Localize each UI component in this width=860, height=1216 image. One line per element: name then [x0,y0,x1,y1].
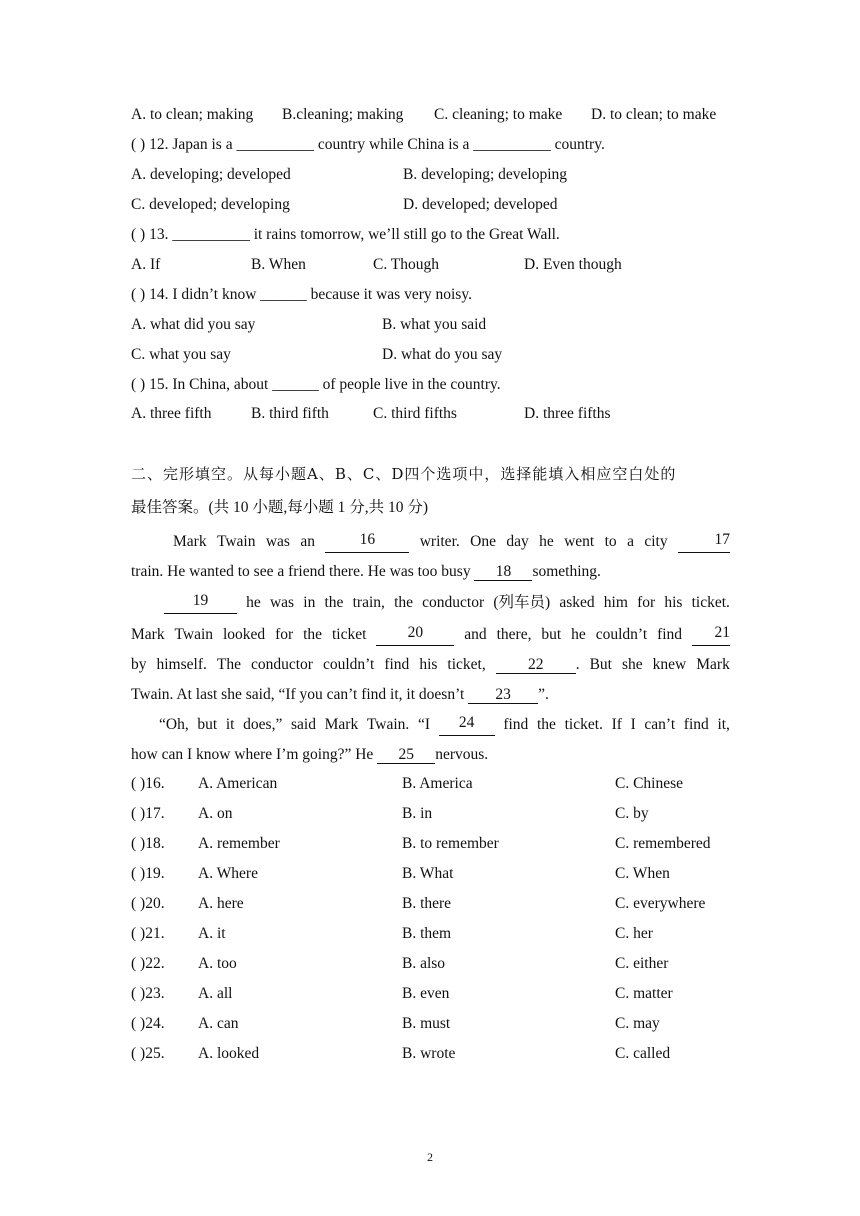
passage-line [159,714,730,736]
word: in [303,594,316,611]
word: it, [717,716,730,733]
word: there, [496,626,532,643]
word: conductor [250,656,313,673]
blank-17: 17 [678,531,730,553]
blank-24: 24 [439,714,495,736]
option-c: C. may [615,1015,660,1032]
word: find [657,626,683,643]
word: he [571,626,586,643]
option-b: B. also [402,955,446,972]
option-a: A. remember [198,835,280,852]
blank-23: 23 [468,686,538,704]
question-stem: ( ) 12. Japan is a __________ country while China is a __________ country. [131,136,605,153]
option-c: C. Chinese [615,775,684,792]
option-a: A. all [198,985,233,1002]
word: Mark [131,626,165,643]
word: If [611,716,622,733]
word: The [216,656,241,673]
option-b: B. third fifth [251,405,329,422]
word: himself. [156,656,207,673]
blank-22: 22 [496,656,576,674]
option-c: C. remembered [615,835,711,852]
option-d: D. what do you say [382,346,503,363]
option-b: B. What [402,865,454,882]
option-b: B. what you said [382,316,487,333]
word: city [644,533,668,550]
option-c: C. When [615,865,670,882]
option-a: A. what did you say [131,316,256,333]
passage-line [173,531,730,553]
text: nervous. [435,746,489,763]
word: went [564,533,595,550]
question-number: ( )25. [131,1045,165,1062]
word: day [506,533,529,550]
word: Mark [324,716,359,733]
word: Mark [173,533,207,550]
text: Twain. At last she said, “If you can’t find it, it doesn’t [131,686,469,703]
passage-line [131,745,488,765]
word: looked [222,626,266,643]
question-number: ( )21. [131,925,165,942]
option-c: C. either [615,955,669,972]
option-d: D. developed; developed [403,196,558,213]
passage-line [131,654,730,676]
option-d: D. three fifths [524,405,611,422]
word: by [131,656,147,673]
option-b: B. them [402,925,452,942]
word: But [589,656,612,673]
word: an [300,533,315,550]
option-a: A. If [131,256,161,273]
word: said [291,716,316,733]
option-c: C. everywhere [615,895,706,912]
blank-25: 25 [377,746,435,764]
option-c: C. what you say [131,346,231,363]
question-number: ( )22. [131,955,165,972]
passage-line [164,592,730,614]
option-a: A. looked [198,1045,260,1062]
word: Twain [216,533,256,550]
word: he [539,533,554,550]
option-c: C. by [615,805,649,822]
option-a: A. on [198,805,233,822]
option-a: A. American [198,775,278,792]
word: he [246,594,261,611]
word: couldn’t [595,626,648,643]
word: “I [417,716,430,733]
word: One [470,533,496,550]
question-number: ( )24. [131,1015,165,1032]
blank-18: 18 [474,563,532,581]
word: was [269,594,295,611]
word: she [622,656,643,673]
word: him [603,594,628,611]
word: find [503,716,529,733]
option-b: B. there [402,895,452,912]
option-c: C. Though [373,256,440,273]
blank-20: 20 [376,624,454,646]
word: find [683,716,709,733]
blank-16: 16 [325,531,409,553]
option-a: A. developing; developed [131,166,291,183]
option-c: C. cleaning; to make [434,106,563,123]
option-b: B. developing; developing [403,166,568,183]
option-c: C. matter [615,985,673,1002]
word: the [303,626,323,643]
option-b: B. America [402,775,473,792]
question-number: ( )18. [131,835,165,852]
word: I [630,716,636,733]
option-a: A. here [198,895,244,912]
option-a: A. too [198,955,237,972]
word: conductor [422,594,485,611]
word: train, [352,594,385,611]
question-stem: ( ) 13. __________ it rains tomorrow, we’ll still go to the Great Wall. [131,226,560,243]
option-d: D. to clean; to make [591,106,717,123]
passage-line [131,562,601,582]
option-d: D. Even though [524,256,622,273]
option-c: C. third fifths [373,405,457,422]
option-b: B. wrote [402,1045,456,1062]
word: but [541,626,562,643]
text: how can I know where I’m going?” He [131,746,378,763]
word: a [627,533,634,550]
option-a: A. it [198,925,226,942]
word: his [664,594,683,611]
section-heading: 二、完形填空。从每小题A、B、C、D四个选项中，选择能填入相应空白处的 [131,465,677,483]
blank-21: 21 [692,624,730,646]
word: does,” [243,716,283,733]
word: the [394,594,413,611]
question-number: ( )17. [131,805,165,822]
word: his [419,656,438,673]
page-number: 2 [427,1150,433,1164]
word: it [225,716,235,733]
word: ticket, [447,656,486,673]
word: Twain. [366,716,410,733]
word: (列车员) [493,594,551,611]
word: ticket. [691,594,730,611]
option-a: A. to clean; making [131,106,254,123]
text: ”. [538,686,549,703]
question-number: ( )16. [131,775,165,792]
word: but [197,716,218,733]
word: “Oh, [159,716,189,733]
passage-line [131,685,549,705]
word: writer. [419,533,460,550]
text: train. He wanted to see a friend there. He was too busy [131,563,475,580]
blank-19: 19 [164,592,237,614]
question-number: ( )23. [131,985,165,1002]
option-b: B. in [402,805,433,822]
section-heading-sub: 最佳答案。(共 10 小题,每小题 1 分,共 10 分) [131,499,429,516]
passage-line [131,624,730,646]
option-b: B. even [402,985,450,1002]
word: and [464,626,487,643]
option-c: C. developed; developing [131,196,290,213]
option-a: A. can [198,1015,239,1032]
word: asked [559,594,595,611]
question-number: ( )20. [131,895,165,912]
word: Twain [174,626,214,643]
word: for [275,626,294,643]
option-b: B.cleaning; making [282,106,404,123]
option-a: A. Where [198,865,258,882]
word: ticket. [564,716,603,733]
option-b: B. When [251,256,306,273]
option-c: C. her [615,925,653,942]
word: to [604,533,617,550]
text: something. [532,563,601,580]
word: Mark [696,656,730,673]
question-stem: ( ) 15. In China, about ______ of people live in the country. [131,376,501,393]
option-c: C. called [615,1045,671,1062]
question-number: ( )19. [131,865,165,882]
option-a: A. three fifth [131,405,212,422]
word: ticket [331,626,367,643]
word: can’t [644,716,676,733]
option-b: B. must [402,1015,451,1032]
option-b: B. to remember [402,835,499,852]
word: the [324,594,344,611]
word: couldn’t [322,656,375,673]
word: . [575,656,580,673]
word: knew [652,656,687,673]
word: for [637,594,656,611]
word: the [536,716,556,733]
word: find [384,656,410,673]
question-stem: ( ) 14. I didn’t know ______ because it was very noisy. [131,286,472,303]
word: was [265,533,290,550]
